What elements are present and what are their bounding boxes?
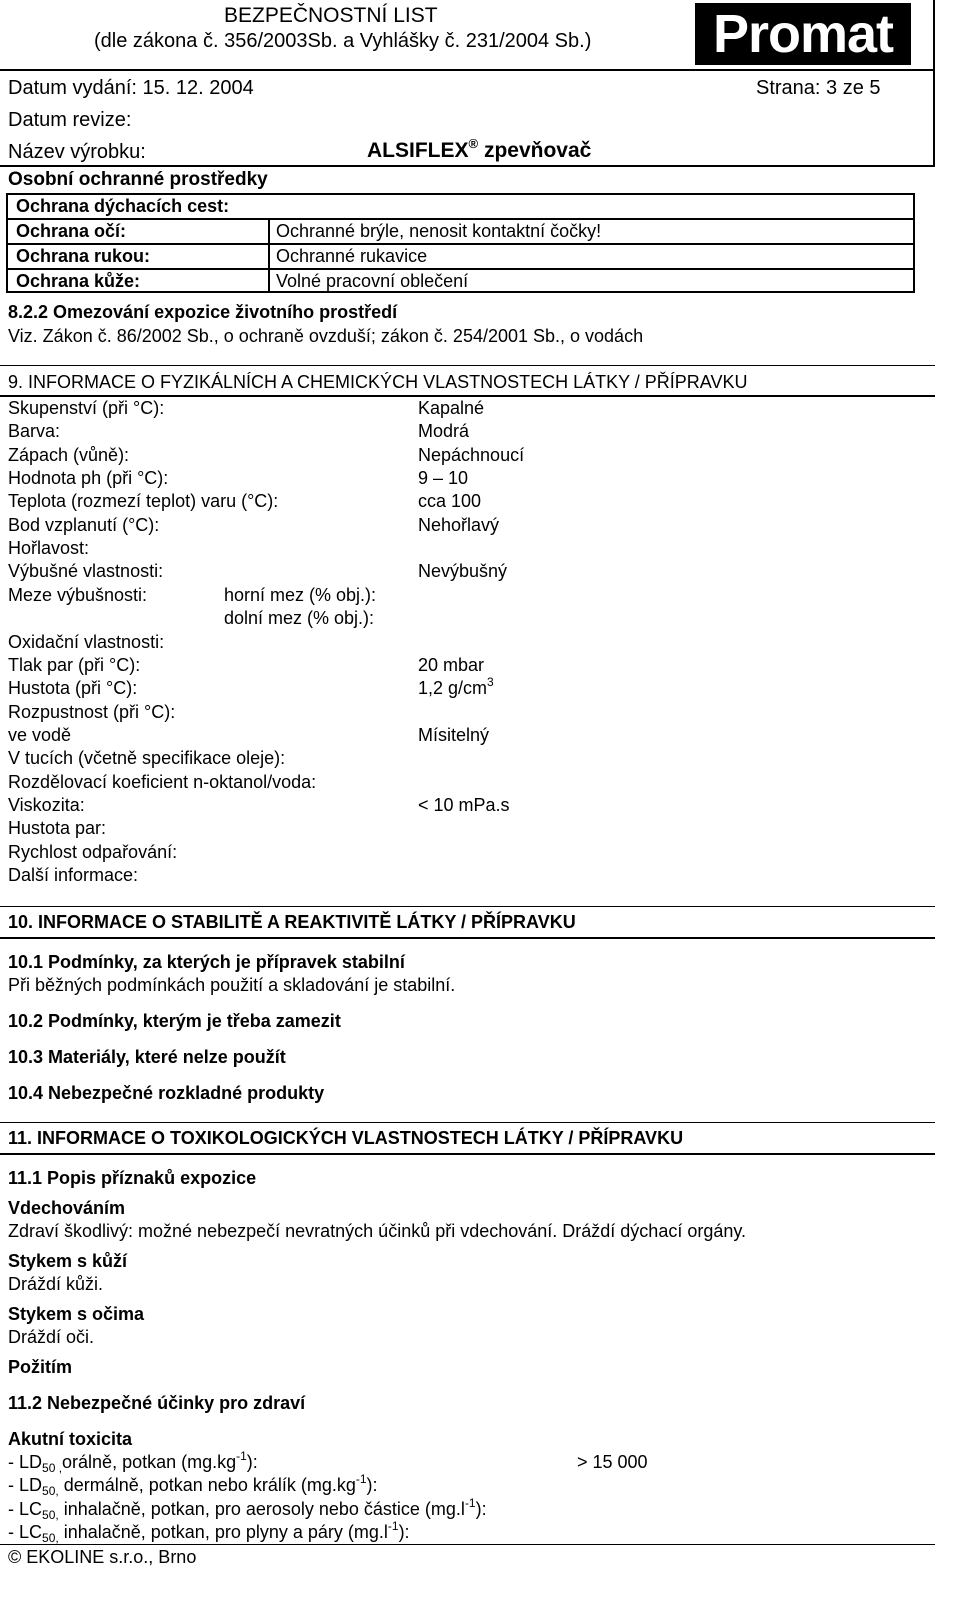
section-10-top-line xyxy=(0,906,935,907)
property-label: Skupenství (při °C): xyxy=(8,398,165,418)
toxicity-exponent: -1 xyxy=(387,1519,399,1533)
skin-contact-text: Dráždí kůži. xyxy=(8,1274,104,1294)
toxicity-description: inhalačně, potkan, pro aerosoly nebo částice (mg.l xyxy=(58,1499,465,1519)
ppe-title: Osobní ochranné prostředky xyxy=(8,169,268,190)
property-label: Výbušné vlastnosti: xyxy=(8,561,164,581)
toxicity-suffix: ): xyxy=(475,1499,487,1519)
density-value: 1,2 g/cm xyxy=(418,678,488,698)
toxicity-subscript: 50, xyxy=(42,1508,59,1522)
toxicity-exponent: -1 xyxy=(236,1449,247,1463)
property-label: Meze výbušnosti: xyxy=(8,585,148,605)
toxicity-prefix: - LC xyxy=(8,1499,43,1519)
section-9-top-line xyxy=(0,365,935,366)
section-10-1-heading: 10.1 Podmínky, za kterých je přípravek stabilní xyxy=(8,952,405,972)
section-11-1-heading: 11.1 Popis příznaků expozice xyxy=(8,1168,257,1188)
property-value: Nepáchnoucí xyxy=(418,445,525,465)
section-9-heading-line xyxy=(0,395,935,397)
header-divider xyxy=(0,69,933,71)
ppe-value-skin: Volné pracovní oblečení xyxy=(276,271,469,291)
toxicity-description: orálně, potkan (mg.kg xyxy=(62,1452,237,1472)
document-title: BEZPEČNOSTNÍ LIST xyxy=(224,4,438,27)
ppe-label-eyes: Ochrana očí: xyxy=(16,221,127,241)
toxicity-prefix: - LD xyxy=(8,1475,43,1495)
toxicity-description: dermálně, potkan nebo králík (mg.kg xyxy=(58,1475,356,1495)
section-10-heading: 10. INFORMACE O STABILITĚ A REAKTIVITĚ LÁTKY / PŘÍPRAVKU xyxy=(8,912,576,932)
header-bottom-line xyxy=(0,165,935,167)
ppe-label-respiratory: Ochrana dýchacích cest: xyxy=(16,196,230,216)
toxicity-value: > 15 000 xyxy=(577,1452,648,1472)
section-11-heading: 11. INFORMACE O TOXIKOLOGICKÝCH VLASTNOSTECH LÁTKY / PŘÍPRAVKU xyxy=(8,1128,684,1148)
property-label: Barva: xyxy=(8,421,61,441)
property-label: Rychlost odpařování: xyxy=(8,842,178,862)
property-label: Tlak par (při °C): xyxy=(8,655,141,675)
product-label: Název výrobku: xyxy=(8,141,146,163)
section-10-2-heading: 10.2 Podmínky, kterým je třeba zamezit xyxy=(8,1011,341,1031)
toxicity-subscript: 50, xyxy=(42,1484,59,1498)
property-value: Nehořlavý xyxy=(418,515,500,535)
footer-line xyxy=(0,1544,935,1545)
property-sublabel: horní mez (% obj.): xyxy=(224,585,377,605)
section-8-2-2-text: Viz. Zákon č. 86/2002 Sb., o ochraně ovzduší; zákon č. 254/2001 Sb., o vodách xyxy=(8,326,644,346)
toxicity-row xyxy=(8,1519,410,1545)
density-unit-exponent: 3 xyxy=(487,675,494,689)
eye-contact-text: Dráždí oči. xyxy=(8,1327,95,1347)
property-label: Viskozita: xyxy=(8,795,85,815)
property-label: Bod vzplanutí (°C): xyxy=(8,515,160,535)
property-sublabel: dolní mez (% obj.): xyxy=(224,608,375,628)
property-value: < 10 mPa.s xyxy=(418,795,510,815)
toxicity-row xyxy=(8,1449,258,1475)
ppe-label-hands: Ochrana rukou: xyxy=(16,246,151,266)
property-value: cca 100 xyxy=(418,491,482,511)
section-11-heading-line xyxy=(0,1153,935,1155)
registered-mark: ® xyxy=(468,136,479,151)
section-10-1-text: Při běžných podmínkách použití a skladování je stabilní. xyxy=(8,975,456,995)
property-value: Mísitelný xyxy=(418,725,490,745)
toxicity-suffix: ): xyxy=(246,1452,258,1472)
document-subtitle: (dle zákona č. 356/2003Sb. a Vyhlášky č. 231/2004 Sb.) xyxy=(94,30,592,52)
property-value: 20 mbar xyxy=(418,655,485,675)
section-11-top-line xyxy=(0,1122,935,1123)
section-9-heading: 9. INFORMACE O FYZIKÁLNÍCH A CHEMICKÝCH VLASTNOSTECH LÁTKY / PŘÍPRAVKU xyxy=(8,372,748,392)
toxicity-suffix: ): xyxy=(398,1522,410,1542)
property-value: 9 – 10 xyxy=(418,468,469,488)
toxicity-row xyxy=(8,1472,378,1498)
toxicity-row xyxy=(8,1496,487,1522)
section-8-2-2-heading: 8.2.2 Omezování expozice životního prostředí xyxy=(8,302,398,322)
property-label: Hořlavost: xyxy=(8,538,90,558)
property-label: Další informace: xyxy=(8,865,139,885)
toxicity-exponent: -1 xyxy=(464,1496,476,1510)
company-logo: Promat xyxy=(695,3,911,65)
section-11-2-heading: 11.2 Nebezpečné účinky pro zdraví xyxy=(8,1393,306,1413)
toxicity-subscript: 50, xyxy=(42,1531,59,1545)
property-label: Hustota (při °C): xyxy=(8,678,138,698)
toxicity-description: inhalačně, potkan, pro plyny a páry (mg.l xyxy=(58,1522,388,1542)
eye-contact-heading: Stykem s očima xyxy=(8,1304,145,1324)
property-value xyxy=(418,675,494,699)
property-value: Nevýbušný xyxy=(418,561,508,581)
section-10-heading-line xyxy=(0,937,935,939)
section-10-3-heading: 10.3 Materiály, které nelze použít xyxy=(8,1047,286,1067)
property-label: Hodnota ph (při °C): xyxy=(8,468,169,488)
footer-copyright: © EKOLINE s.r.o., Brno xyxy=(8,1547,197,1567)
ingestion-heading: Požitím xyxy=(8,1357,73,1377)
ppe-table xyxy=(6,193,915,293)
property-value: Modrá xyxy=(418,421,470,441)
toxicity-prefix: - LD xyxy=(8,1452,43,1472)
toxicity-prefix: - LC xyxy=(8,1522,43,1542)
toxicity-subscript: 50 , xyxy=(42,1461,63,1475)
ppe-value-hands: Ochranné rukavice xyxy=(276,246,428,266)
property-label: ve vodě xyxy=(8,725,72,745)
inhalation-text: Zdraví škodlivý: možné nebezpečí nevratných účinků při vdechování. Dráždí dýchací orgány. xyxy=(8,1221,747,1241)
toxicity-suffix: ): xyxy=(366,1475,378,1495)
property-label: Oxidační vlastnosti: xyxy=(8,632,165,652)
page-number: Strana: 3 ze 5 xyxy=(756,77,881,99)
toxicity-exponent: -1 xyxy=(355,1472,367,1486)
issue-date: Datum vydání: 15. 12. 2004 xyxy=(8,77,254,99)
product-name: ALSIFLEX® zpevňovač xyxy=(367,136,592,162)
property-label: V tucích (včetně specifikace oleje): xyxy=(8,748,286,768)
ppe-label-skin: Ochrana kůže: xyxy=(16,271,141,291)
property-label: Zápach (vůně): xyxy=(8,445,130,465)
header-right-border xyxy=(933,0,935,166)
skin-contact-heading: Stykem s kůží xyxy=(8,1251,128,1271)
ppe-value-eyes: Ochranné brýle, nenosit kontaktní čočky! xyxy=(276,221,602,241)
property-label: Hustota par: xyxy=(8,818,107,838)
revision-date: Datum revize: xyxy=(8,109,132,131)
property-value: Kapalné xyxy=(418,398,485,418)
acute-toxicity-heading: Akutní toxicita xyxy=(8,1429,133,1449)
section-10-4-heading: 10.4 Nebezpečné rozkladné produkty xyxy=(8,1083,325,1103)
property-label: Rozdělovací koeficient n-oktanol/voda: xyxy=(8,772,317,792)
inhalation-heading: Vdechováním xyxy=(8,1198,126,1218)
property-label: Teplota (rozmezí teplot) varu (°C): xyxy=(8,491,279,511)
property-label: Rozpustnost (při °C): xyxy=(8,702,176,722)
